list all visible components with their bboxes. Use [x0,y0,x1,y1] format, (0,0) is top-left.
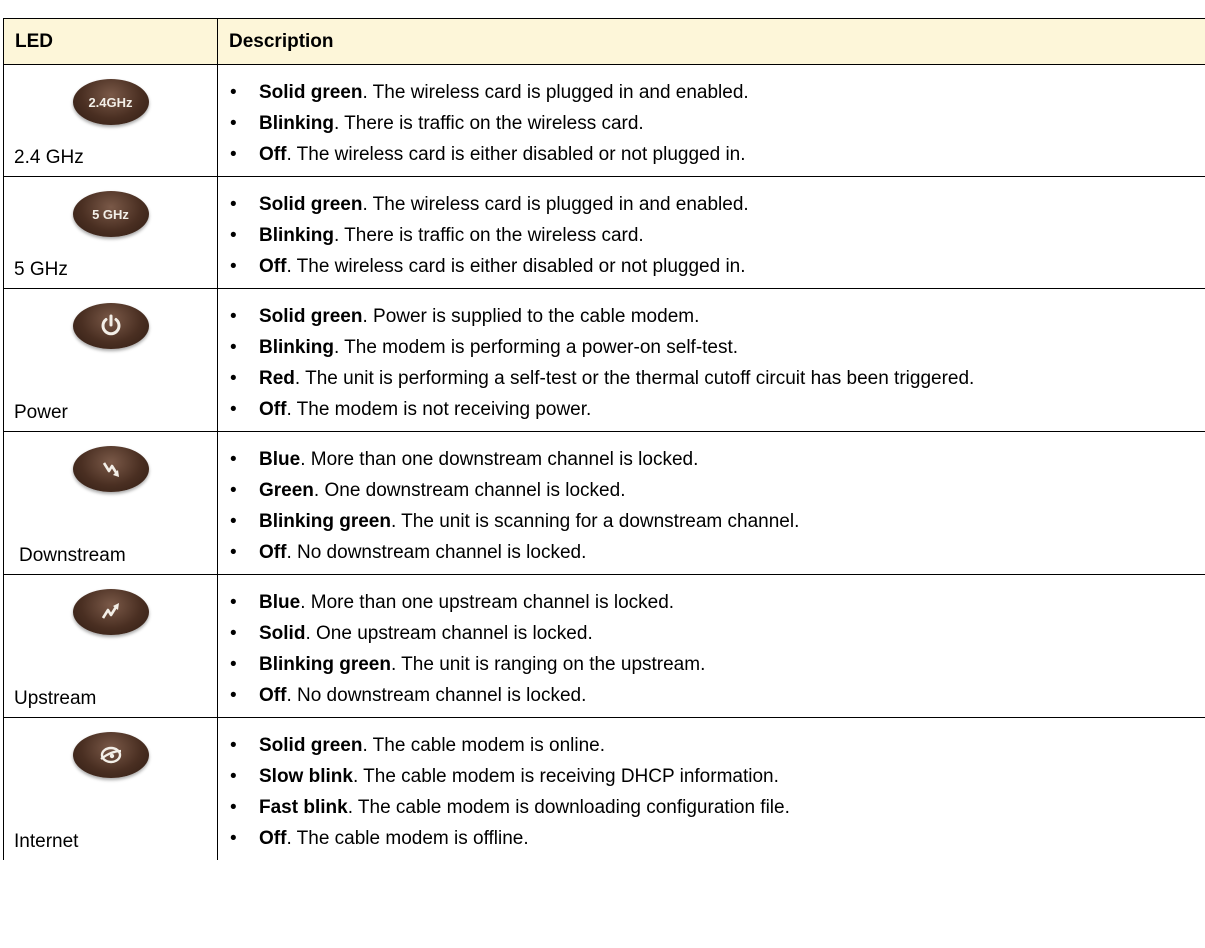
led-description-table [3,18,1205,860]
list-item [218,363,1205,394]
description-list [218,575,1205,717]
list-item [218,301,1205,332]
state-text: . The wireless card is plugged in and enabled. [362,82,749,103]
state-text: . More than one downstream channel is locked. [300,449,699,470]
list-item [218,649,1205,680]
downstream-arrow-glyph [98,456,124,482]
list-item [218,251,1205,282]
state-text: . The unit is ranging on the upstream. [390,654,706,675]
list-item [218,108,1205,139]
table-row [4,177,1205,289]
description-cell [218,65,1205,177]
state-label: Green [259,480,314,501]
state-text: . The cable modem is downloading configuration file. [347,797,790,818]
list-item [218,792,1205,823]
state-label: Blinking green [259,654,391,675]
state-text: . No downstream channel is locked. [286,685,587,706]
list-item [218,823,1205,854]
state-label: Red [259,368,295,389]
state-label: Blinking [259,225,334,246]
led-name: Internet [14,831,79,852]
state-text: . The modem is performing a power-on self-test. [333,337,739,358]
description-list [218,432,1205,574]
list-item [218,139,1205,170]
globe-glyph [97,742,125,768]
table-row [4,289,1205,432]
state-label: Blinking [259,113,334,134]
state-text: . The cable modem is offline. [286,828,529,849]
header-description: Description [218,19,1205,65]
list-item [218,77,1205,108]
led-name: Downstream [19,545,126,566]
led-cell [4,432,218,575]
description-cell [218,177,1205,289]
state-label: Blue [259,449,301,470]
2.4ghz-led-icon [73,79,149,125]
state-text: . There is traffic on the wireless card. [333,113,644,134]
upstream-arrow-glyph [98,599,124,625]
list-item [218,587,1205,618]
list-item [218,444,1205,475]
state-label: Off [259,399,287,420]
state-text: . One upstream channel is locked. [305,623,593,644]
table-header-row [4,19,1205,65]
description-list [218,65,1205,176]
led-name: Power [14,402,68,423]
led-name: 5 GHz [14,259,68,280]
state-text: . The cable modem is receiving DHCP information. [352,766,779,787]
table-row [4,65,1205,177]
state-text: . The wireless card is plugged in and enabled. [362,194,749,215]
state-text: . The cable modem is online. [362,735,606,756]
state-label: Off [259,542,287,563]
table-row [4,575,1205,718]
list-item [218,680,1205,711]
state-text: . There is traffic on the wireless card. [333,225,644,246]
downstream-led-icon [73,446,149,492]
5ghz-led-icon [73,191,149,237]
table-row [4,718,1205,861]
state-text: . The modem is not receiving power. [286,399,592,420]
internet-led-icon [73,732,149,778]
description-list [218,177,1205,288]
table-row [4,432,1205,575]
state-label: Off [259,144,287,165]
led-cell [4,718,218,861]
state-label: Blue [259,592,301,613]
state-label: Off [259,685,287,706]
icon-text: 5 GHz [92,206,129,222]
state-text: . The unit is scanning for a downstream channel. [390,511,800,532]
state-label: Solid green [259,306,363,327]
state-label: Blinking [259,337,334,358]
state-text: . No downstream channel is locked. [286,542,587,563]
list-item [218,730,1205,761]
state-label: Off [259,828,287,849]
description-cell [218,289,1205,432]
header-led: LED [4,19,218,65]
list-item [218,189,1205,220]
state-label: Blinking green [259,511,391,532]
led-cell [4,575,218,718]
list-item [218,618,1205,649]
list-item [218,332,1205,363]
list-item [218,537,1205,568]
state-label: Slow blink [259,766,353,787]
description-list [218,289,1205,431]
list-item [218,475,1205,506]
state-label: Solid green [259,735,363,756]
state-label: Fast blink [259,797,348,818]
upstream-led-icon [73,589,149,635]
led-name: 2.4 GHz [14,147,84,168]
list-item [218,394,1205,425]
state-text: . The wireless card is either disabled or not plugged in. [286,256,746,277]
list-item [218,220,1205,251]
led-cell [4,65,218,177]
led-name: Upstream [14,688,97,709]
description-list [218,718,1205,860]
state-text: . The wireless card is either disabled or not plugged in. [286,144,746,165]
led-cell [4,289,218,432]
description-cell [218,432,1205,575]
state-text: . One downstream channel is locked. [313,480,626,501]
led-cell [4,177,218,289]
state-text: . Power is supplied to the cable modem. [362,306,700,327]
state-label: Solid green [259,82,363,103]
list-item [218,506,1205,537]
power-led-icon [73,303,149,349]
state-text: . The unit is performing a self-test or the thermal cutoff circuit has been triggered. [294,368,975,389]
state-label: Off [259,256,287,277]
description-cell [218,575,1205,718]
power-glyph [98,313,124,339]
description-cell [218,718,1205,861]
state-label: Solid green [259,194,363,215]
state-text: . More than one upstream channel is locked. [300,592,675,613]
state-label: Solid [259,623,306,644]
icon-text: 2.4GHz [88,94,133,110]
list-item [218,761,1205,792]
